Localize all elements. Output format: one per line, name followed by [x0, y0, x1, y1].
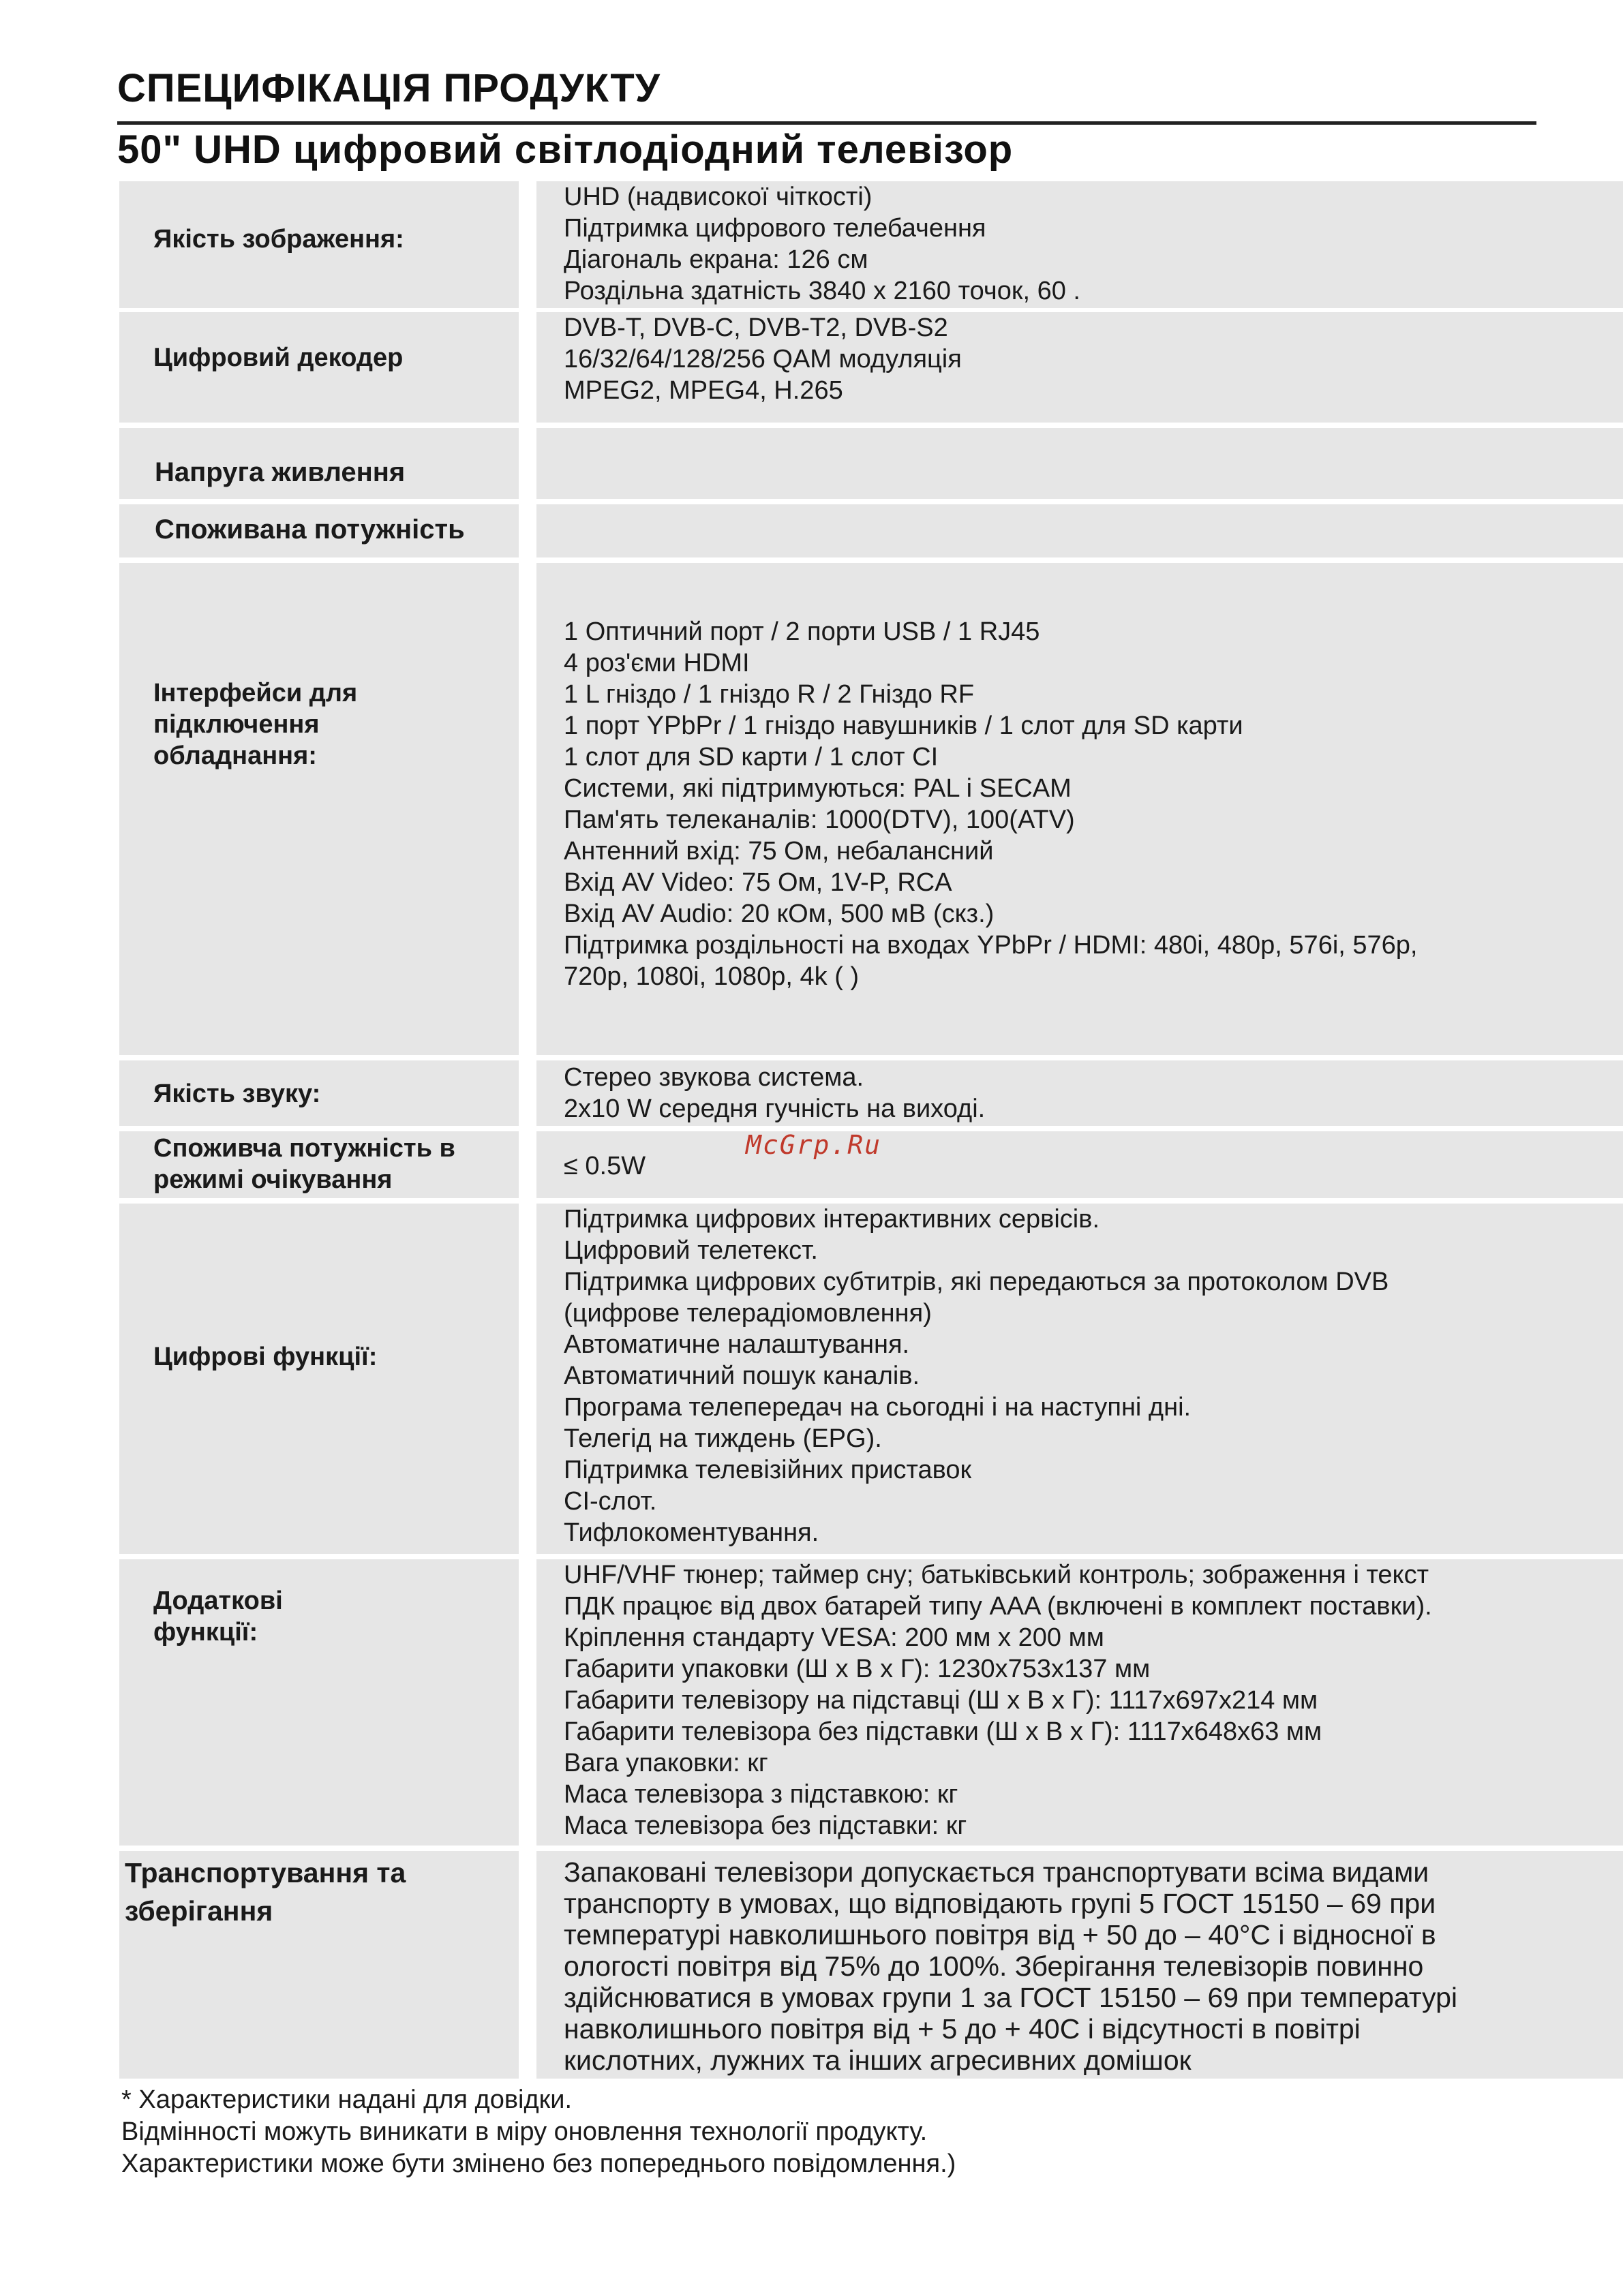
spec-row-sound: [119, 1060, 1523, 1126]
title-divider: [117, 121, 1536, 125]
spec-line: Пам'ять телеканалів: 1000(DTV), 100(ATV): [564, 806, 1075, 834]
spec-label: Додаткові функції:: [153, 1587, 283, 1647]
spec-line: Роздільна здатність 3840 x 2160 точок, 60 .: [564, 277, 1080, 305]
spec-line: Підтримка роздільності на входах YPbPr / HDMI: 480i, 480p, 576i, 576p,: [564, 931, 1418, 960]
watermark: McGrp.Ru: [746, 1130, 882, 1160]
spec-label-cell: [119, 181, 519, 308]
spec-label: Цифрові функції:: [153, 1343, 378, 1371]
spec-value-cell: [536, 563, 1623, 1055]
spec-line: 1 Оптичний порт / 2 порти USB / 1 RJ45: [564, 617, 1040, 646]
spec-row-voltage: [119, 428, 1523, 499]
product-title: 50" UHD цифровий світлодіодний телевізор: [117, 127, 1014, 172]
spec-row-transport: [119, 1851, 1523, 2079]
spec-line: 1 слот для SD карти / 1 слот CI: [564, 743, 939, 771]
spec-line: Габарити телевізора без підставки (Ш x В x Г): 1117x648x63 мм: [564, 1717, 1322, 1746]
spec-line: 4 роз'єми HDMI: [564, 649, 750, 677]
spec-line: Антенний вхід: 75 Ом, небалансний: [564, 837, 994, 866]
spec-line: Підтримка цифрових інтерактивних сервісів.: [564, 1205, 1099, 1234]
spec-line: Підтримка цифрових субтитрів, які передаються за протоколом DVB: [564, 1268, 1389, 1296]
spec-line: (цифрове телерадіомовлення): [564, 1299, 932, 1328]
spec-line: Телегід на тиждень (EPG).: [564, 1424, 882, 1453]
spec-row-picture: [119, 181, 1523, 308]
spec-line: MPEG2, MPEG4, H.265: [564, 376, 843, 405]
spec-line: Діагональ екрана: 126 см: [564, 245, 868, 274]
spec-value: ≤ 0.5W: [564, 1152, 646, 1180]
spec-line: ологості повітря від 75% до 100%. Зберігання телевізорів повинно: [564, 1950, 1424, 1982]
spec-line: Габарити упаковки (Ш x В x Г): 1230x753x137 мм: [564, 1655, 1151, 1683]
spec-label: Якість зображення:: [153, 225, 404, 254]
spec-line: Стерео звукова система.: [564, 1063, 864, 1092]
spec-label: Напруга живлення: [155, 457, 406, 487]
spec-value: [564, 312, 1623, 406]
spec-label-cell: [119, 1559, 519, 1846]
spec-line: Системи, які підтримуються: PAL і SECAM: [564, 774, 1072, 803]
spec-value: [564, 1559, 1623, 1841]
spec-value-cell: [536, 1131, 1623, 1198]
spec-value: [564, 1204, 1623, 1548]
spec-label: Цифровий декодер: [153, 343, 404, 372]
spec-line: 720p, 1080i, 1080p, 4k ( ): [564, 962, 860, 991]
spec-value-cell: [536, 181, 1623, 308]
spec-label: Транспортування та зберігання: [125, 1857, 406, 1927]
spec-label: Якість звуку:: [153, 1080, 321, 1108]
spec-row-power: [119, 504, 1523, 557]
spec-line: CI-слот.: [564, 1487, 657, 1516]
spec-row-digital: [119, 1204, 1523, 1554]
spec-line: Вхід AV Video: 75 Ом, 1V-P, RCA: [564, 868, 952, 897]
spec-value-cell: [536, 1060, 1623, 1126]
spec-line: Маса телевізора без підставки: кг: [564, 1811, 967, 1840]
spec-line: Габарити телевізору на підставці (Ш x В x Г): 1117x697x214 мм: [564, 1686, 1318, 1715]
spec-value-cell: [536, 1851, 1623, 2079]
spec-line: DVB-T, DVB-C, DVB-T2, DVB-S2: [564, 313, 948, 342]
spec-line: UHF/VHF тюнер; таймер сну; батьківський контроль; зображення і текст: [564, 1561, 1429, 1589]
spec-line: Вага упаковки: кг: [564, 1749, 768, 1777]
page-title: СПЕЦИФІКАЦІЯ ПРОДУКТУ: [117, 66, 661, 110]
spec-line: ПДК працює від двох батарей типу AAA (включені в комплект поставки).: [564, 1592, 1432, 1621]
spec-value-cell: [536, 312, 1623, 423]
spec-value-cell: [536, 504, 1623, 557]
spec-label-cell: [119, 312, 519, 423]
spec-line: транспорту в умовах, що відповідають групі 5 ГОСТ 15150 – 69 при: [564, 1888, 1436, 1919]
spec-line: 1 L гніздо / 1 гніздо R / 2 Гніздо RF: [564, 680, 975, 709]
spec-value: [564, 181, 1623, 307]
spec-line: 2x10 W середня гучність на виході.: [564, 1095, 986, 1123]
spec-label: Споживча потужність в режимі очікування: [153, 1134, 455, 1194]
footnote: * Характеристики надані для довідки. Відмінності можуть виникати в міру оновлення технології продукту. Характеристики може бути змінено без попереднього повідомлення.): [121, 2085, 956, 2178]
spec-label-cell: [119, 504, 519, 557]
spec-line: Запаковані телевізори допускається транспортувати всіма видами: [564, 1856, 1429, 1888]
spec-line: Вхід AV Audio: 20 кОм, 500 мВ (скз.): [564, 900, 995, 928]
spec-value-cell: [536, 1559, 1623, 1846]
spec-value-cell: [536, 428, 1623, 499]
spec-line: кислотних, лужних та інших агресивних домішок: [564, 2045, 1192, 2076]
spec-line: 16/32/64/128/256 QAM модуляція: [564, 345, 962, 373]
spec-label-cell: [119, 563, 519, 1055]
spec-line: Підтримка телевізійних приставок: [564, 1456, 972, 1484]
spec-line: Підтримка цифрового телебачення: [564, 214, 986, 243]
spec-line: Програма телепередач на сьогодні і на наступні дні.: [564, 1393, 1192, 1422]
spec-value-cell: [536, 1204, 1623, 1554]
spec-label: Споживана потужність: [155, 515, 465, 545]
spec-value: [564, 1062, 1623, 1124]
spec-line: Кріплення стандарту VESA: 200 мм x 200 мм: [564, 1623, 1104, 1652]
spec-value: [564, 1856, 1623, 2076]
spec-line: навколишнього повітря від + 5 до + 40С і відсутності в повітрі: [564, 2013, 1361, 2045]
spec-value: [564, 616, 1623, 992]
spec-label: Інтерфейси для підключення обладнання:: [153, 679, 358, 770]
spec-line: 1 порт YPbPr / 1 гніздо навушників / 1 слот для SD карти: [564, 711, 1243, 740]
spec-line: UHD (надвисокої чіткості): [564, 183, 873, 211]
spec-line: Автоматичне налаштування.: [564, 1330, 910, 1359]
spec-label-cell: [119, 1204, 519, 1554]
spec-line: температурі навколишнього повітря від + 50 до – 40°С і відносної в: [564, 1919, 1436, 1950]
spec-line: Цифровий телетекст.: [564, 1236, 818, 1265]
spec-label-cell: [119, 1851, 519, 2079]
spec-label-cell: [119, 1060, 519, 1126]
spec-label-cell: [119, 1131, 519, 1198]
spec-line: Тифлокоментування.: [564, 1518, 819, 1547]
spec-line: здійснюватися в умовах групи 1 за ГОСТ 15150 – 69 при температурі: [564, 1982, 1457, 2013]
spec-row-interfaces: [119, 563, 1523, 1055]
spec-row-extra: [119, 1559, 1523, 1846]
spec-line: Маса телевізора з підставкою: кг: [564, 1780, 958, 1809]
spec-label-cell: [119, 428, 519, 499]
spec-line: Автоматичний пошук каналів.: [564, 1362, 920, 1390]
spec-row-decoder: [119, 312, 1523, 423]
